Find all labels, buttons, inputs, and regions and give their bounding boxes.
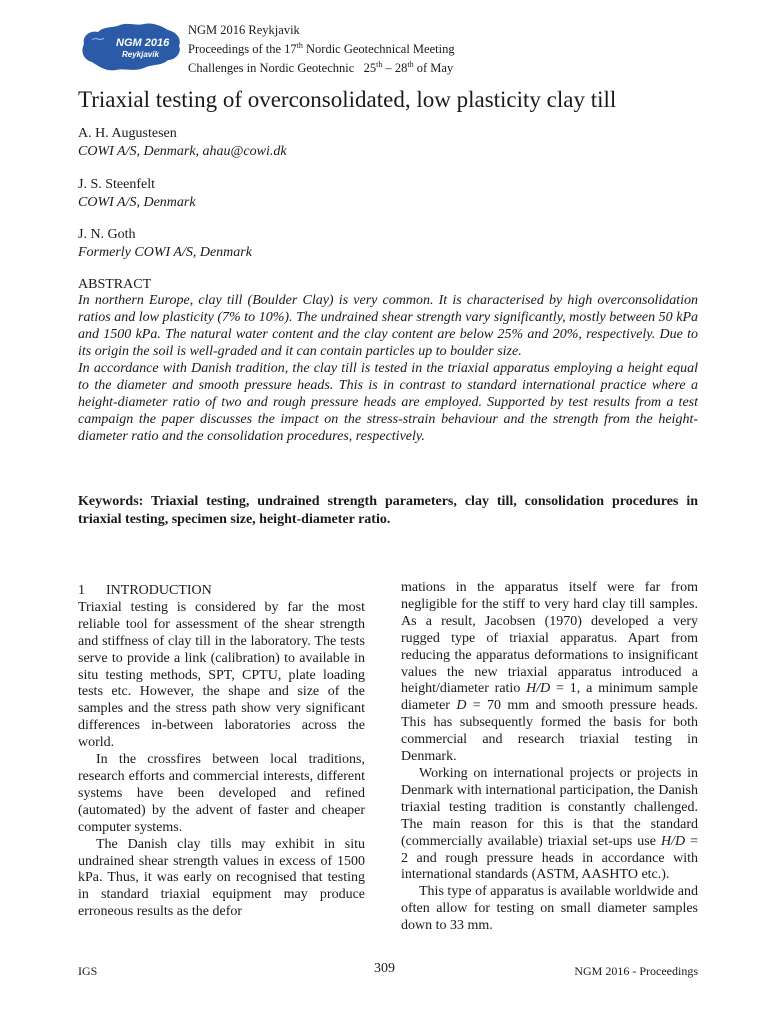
abstract-paragraph: In northern Europe, clay till (Boulder Clay) is very common. It is characterised by high overconsolidation ratios and low plasticity (7% to 10%). The undrained shear strength vary significantly, mostly between 50 kPa and 1500 kPa. The natural water content and the clay content are below 25% and 20%, respectively. Due to its origin the soil is well-graded and it can contain particles up to boulder size. xyxy=(78,293,698,359)
author-name: J. S. Steenfelt xyxy=(78,177,155,192)
section-heading xyxy=(78,583,365,600)
right-column xyxy=(401,580,698,935)
paper-title: Triaxial testing of overconsolidated, low plasticity clay till xyxy=(78,87,617,112)
body-paragraph: Triaxial testing is considered by far the most reliable tool for assessment of the shear strength and stiffness of clay till in the laboratory. The tests serve to provide a link (calibration) to available in situ testing methods, SPT, CPTU, plate loading tests etc. However, the shape and size of the samples and the stress path show very significant differences in-between laboratories across the world. xyxy=(78,599,365,751)
author-affiliation: COWI A/S, Denmark, ahau@cowi.dk xyxy=(78,144,287,159)
body-paragraph: Working on international projects or projects in Denmark with international participation, the Danish triaxial testing tradition is constantly challenged. The main reason for this is that the standard (commercially available) triaxial set-ups use H/D = 2 and rough pressure heads in accordance with international standards (ASTM, AASHTO etc.). xyxy=(401,765,698,883)
footer-society: IGS xyxy=(78,964,98,978)
author-affiliation: Formerly COWI A/S, Denmark xyxy=(78,245,252,260)
body-paragraph: In the crossfires between local traditions, research efforts and commercial interests, different systems have been developed and refined (automated) by the advent of faster and cheaper computer systems. xyxy=(78,752,365,835)
footer-proceedings: NGM 2016 - Proceedings xyxy=(574,964,698,978)
logo-text-ngm: NGM 2016 xyxy=(116,37,170,49)
header-line-1: NGM 2016 Reykjavik xyxy=(188,23,300,37)
ngm-2016-logo xyxy=(78,22,186,74)
body-paragraph: mations in the apparatus itself were far from negligible for the stiff to very hard clay till samples. As a result, Jacobsen (1970) developed a very rugged type of triaxial apparatus. Apart from reducing the apparatus deformations to insignificant values the new triaxial apparatus introduced a height/diameter ratio H/D = 1, a minimum sample diameter D = 70 mm and smooth pressure heads. This has subsequently formed the basis for both commercial and research triaxial testing in Denmark. xyxy=(401,580,698,765)
header-line-3: Challenges in Nordic Geotechnic 25th – 28th of May xyxy=(188,60,454,76)
author-block-1 xyxy=(78,125,287,161)
body-paragraph: The Danish clay tills may exhibit in situ undrained shear strength values in excess of 1500 kPa. Thus, it was early on recognised that testing in standard triaxial equipment may produce erroneous results as the defor xyxy=(78,836,365,920)
author-block-3 xyxy=(78,226,252,262)
author-name: A. H. Augustesen xyxy=(78,126,177,141)
left-column xyxy=(78,583,365,921)
author-affiliation: COWI A/S, Denmark xyxy=(78,195,196,210)
keywords: Keywords: Triaxial testing, undrained strength parameters, clay till, consolidation procedures in triaxial testing, specimen size, height-diameter ratio. xyxy=(78,494,698,527)
abstract-paragraph: In accordance with Danish tradition, the clay till is tested in the triaxial apparatus employing a height equal to the diameter and smooth pressure heads. This is in contrast to standard international practice where a height-diameter ratio of two and rough pressure heads are employed. Supported by test results from a test campaign the paper discusses the impact on the stress-strain behaviour and the strength from the height-diameter ratio and the consolidation procedures, respectively. xyxy=(78,361,698,444)
header-line-2: Proceedings of the 17th Nordic Geotechnical Meeting xyxy=(188,41,455,57)
abstract-heading: ABSTRACT xyxy=(78,277,152,292)
abstract-body xyxy=(78,292,698,445)
body-paragraph: This type of apparatus is available worldwide and often allow for testing on small diameter samples down to 33 mm. xyxy=(401,884,698,934)
author-block-2 xyxy=(78,176,196,212)
conference-header xyxy=(188,22,455,76)
section-title: INTRODUCTION xyxy=(106,583,212,598)
logo-text-city: Reykjavik xyxy=(122,50,159,59)
section-number: 1 xyxy=(78,583,85,598)
author-name: J. N. Goth xyxy=(78,227,136,242)
page-number: 309 xyxy=(374,961,395,976)
